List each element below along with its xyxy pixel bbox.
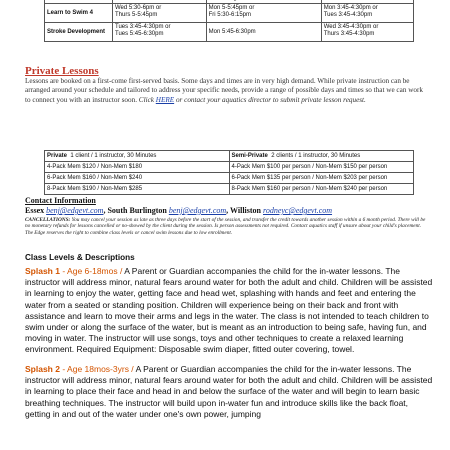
south-burlington-email-link[interactable]: benj@edgevt.com: [168, 206, 227, 215]
rates-row: [45, 162, 414, 173]
class-description: [25, 266, 435, 356]
private-rate: 8-Pack Mem $190 / Non-Mem $285: [45, 184, 230, 195]
private-lessons-text: [25, 77, 430, 105]
class-levels-heading: Class Levels & Descriptions: [25, 253, 135, 262]
private-lessons-heading: Private Lessons: [25, 65, 99, 77]
click-text: Click: [138, 95, 154, 104]
semi-private-rate: 6-Pack Mem $135 per person / Non-Mem $203 per person: [229, 173, 414, 184]
contact-line: [25, 206, 332, 215]
south-burlington-label: , South Burlington: [103, 206, 167, 215]
request-text: or contact your aquatics director to submit private lesson request.: [175, 95, 366, 104]
cancellation-lead: CANCELLATIONS:: [25, 217, 71, 223]
schedule-table: [44, 0, 414, 42]
class-text: A Parent or Guardian accompanies the child for the in-water lessons. The instructor will address minor, natural fears around water for both the adult and child. Children will be assisted in learning to place their face and head in and below the surface of the water and will begin to learn basic breathing techniques. The instructor will build upon in-water fun and introduce skills like the back float, getting in and out of the water under one's own power, jumping: [25, 364, 433, 419]
here-link[interactable]: HERE: [155, 95, 175, 104]
schedule-cell: Mon 5-5:45pm or Fri 5:30-6:15pm: [206, 4, 321, 23]
schedule-cell: Wed 5:30-6pm or Thurs 5-5:45pm: [113, 4, 207, 23]
semi-private-rate: 4-Pack Mem $100 per person / Non-Mem $150 per person: [229, 162, 414, 173]
schedule-row: [45, 4, 414, 23]
private-rate: 4-Pack Mem $120 / Non-Mem $180: [45, 162, 230, 173]
rates-row: [45, 173, 414, 184]
class-text: A Parent or Guardian accompanies the child for the in-water lessons. The instructor will address minor, natural fears around water for both the adult and child. Children will be assisted in learning to enjoy the water, getting face and head wet, splashing with hands and feet and entering the water from a seated or standing position. Children will experience being on their back and front with assistance and learn to move their arms and legs in the water. The class is not intended to teach children to swim under or along the surface of the water, but is meant as an introduction to being safe, having fun, and moving in water. The instructor will use songs, toys and other techniques to create a relaxed learning environment. Required Equipment: Disposable swim diaper, fitted outer covering, towel.: [25, 266, 433, 355]
semi-private-rate: 8-Pack Mem $160 per person / Non-Mem $240 per person: [229, 184, 414, 195]
rates-row: [45, 184, 414, 195]
class-name: Splash 1: [25, 266, 60, 276]
class-age: - Age 6-18mos /: [59, 266, 123, 276]
schedule-cell: Tues 3:45-4:30pm or Tues 5:45-6:30pm: [113, 23, 207, 42]
private-rates-header: Private 1 client / 1 instructor, 30 Minutes: [45, 151, 230, 162]
schedule-cell: Mon 3:45-4:30pm or Tues 3:45-4:30pm: [321, 4, 413, 23]
class-name: Splash 2: [25, 364, 60, 374]
class-description: [25, 364, 435, 420]
cancellation-policy: [25, 217, 430, 236]
cancellation-text: You may cancel your session as late as three days before the start of the session, and transfer the credit towards another session within a 6 month period. There will be no monetary refunds for lessons cancelled or no-showed by the client during the session. Is person assessments not required. Contact aquatics staff if unsure about your child's placement. The Edge reserves the right to combine class levels or cancel swim lessons due to low enrollment.: [25, 217, 426, 236]
private-rates-table: [44, 150, 414, 195]
essex-label: Essex: [25, 206, 45, 215]
private-lessons-paragraph: Lessons are booked on a first-come first-served basis. Some days and times are in very high demand. While private instruction can be arranged around your schedule and tailored to address your specific needs, provide a range of possible days and times so that we can work to connect you with an instructor soon.: [25, 77, 423, 104]
schedule-cell: Mon 5:45-6:30pm: [206, 23, 321, 42]
contact-heading: Contact Information: [25, 196, 96, 205]
schedule-row-label: Learn to Swim 4: [45, 4, 113, 23]
williston-label: , Williston: [226, 206, 261, 215]
essex-email-link[interactable]: benj@edgevt.com: [46, 206, 104, 215]
private-rate: 6-Pack Mem $160 / Non-Mem $240: [45, 173, 230, 184]
williston-email-link[interactable]: rodneyc@edgevt.com: [263, 206, 333, 215]
schedule-row: [45, 23, 414, 42]
schedule-cell: Wed 3:45-4:30pm or Thurs 3:45-4:30pm: [321, 23, 413, 42]
class-age: - Age 18mos-3yrs /: [59, 364, 134, 374]
semi-private-rates-header: Semi-Private 2 clients / 1 instructor, 30 Minutes: [229, 151, 414, 162]
schedule-row-label: Stroke Development: [45, 23, 113, 42]
